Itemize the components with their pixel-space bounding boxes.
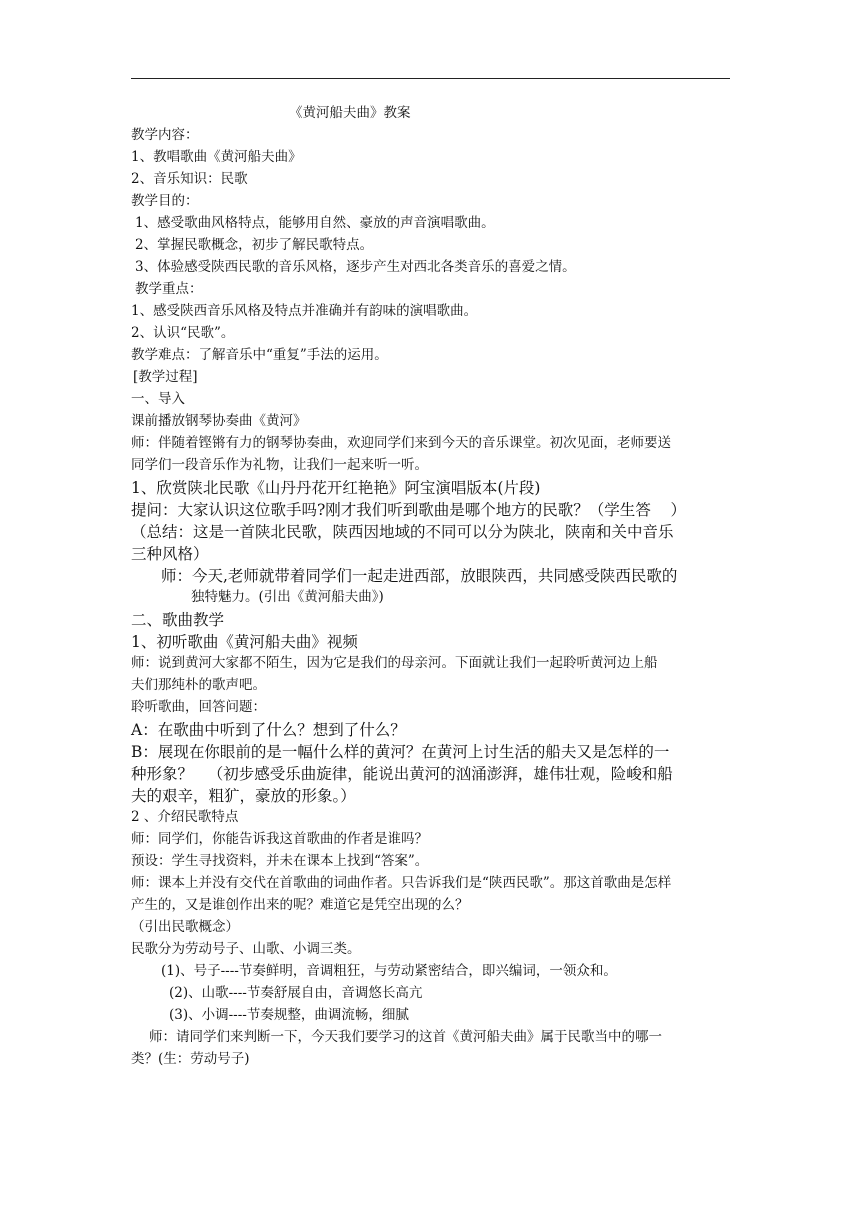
text-line: 种形象？ （初步感受乐曲旋律，能说出黄河的汹涌澎湃，雄伟壮观，险峻和船 — [131, 765, 673, 783]
text-line: 三种风格） — [131, 545, 209, 563]
text-line: 独特魅力。(引出《黄河船夫曲》) — [191, 589, 384, 605]
text-line: 课前播放钢琴协奏曲《黄河》 — [131, 413, 307, 429]
text-line: 3、体验感受陕西民歌的音乐风格，逐步产生对西北各类音乐的喜爱之情。 — [135, 259, 576, 275]
document-title: 《黄河船夫曲》教案 — [289, 105, 411, 121]
text-line: 教学目的： — [131, 193, 199, 209]
document-body — [131, 104, 731, 1072]
text-line: 1、感受歌曲风格特点，能够用自然、豪放的声音演唱歌曲。 — [135, 215, 495, 231]
text-line: 2、掌握民歌概念，初步了解民歌特点。 — [135, 237, 374, 253]
text-line: 1、欣赏陕北民歌《山丹丹花开红艳艳》阿宝演唱版本(片段) — [131, 479, 541, 497]
text-line: 产生的，又是谁创作出来的呢？难道它是凭空出现的么？ — [131, 897, 469, 913]
text-line: 1、教唱歌曲《黄河船夫曲》 — [131, 149, 302, 165]
text-line: 师：请同学们来判断一下，今天我们要学习的这首《黄河船夫曲》属于民歌当中的哪一 — [149, 1029, 662, 1045]
text-line: 师：今天,老师就带着同学们一起走进西部，放眼陕西，共同感受陕西民歌的 — [161, 567, 678, 585]
text-line: 师：同学们，你能告诉我这首歌曲的作者是谁吗？ — [131, 831, 428, 847]
text-line: (3)、小调----节奏规整，曲调流畅，细腻 — [169, 1007, 409, 1023]
text-line: 教学重点： — [135, 281, 203, 297]
document-lines — [131, 126, 731, 1072]
text-line: 师：课本上并没有交代在首歌曲的词曲作者。只告诉我们是“陕西民歌”。那这首歌曲是怎样 — [131, 875, 672, 891]
text-line: 教学难点：了解音乐中“重复”手法的运用。 — [131, 347, 388, 363]
text-line: 1、初听歌曲《黄河船夫曲》视频 — [131, 633, 358, 651]
text-line: 二、歌曲教学 — [131, 611, 225, 629]
text-line: 2、音乐知识：民歌 — [131, 171, 248, 187]
text-line: 一、导入 — [131, 391, 185, 407]
text-line: （总结：这是一首陕北民歌，陕西因地域的不同可以分为陕北，陕南和关中音乐 — [131, 523, 674, 541]
text-line: 教学内容： — [131, 127, 199, 143]
text-line: A：在歌曲中听到了什么？想到了什么？ — [131, 721, 406, 739]
text-line: 同学们一段音乐作为礼物，让我们一起来听一听。 — [131, 457, 428, 473]
text-line: (2)、山歌----节奏舒展自由，音调悠长高亢 — [169, 985, 423, 1001]
text-line: (1)、号子----节奏鲜明，音调粗狂，与劳动紧密结合，即兴编词，一领众和。 — [161, 963, 617, 979]
text-line: 夫们那纯朴的歌声吧。 — [131, 677, 266, 693]
text-line: 夫的艰辛，粗犷，豪放的形象。） — [131, 787, 356, 805]
text-line: [教学过程] — [133, 369, 198, 385]
text-line: 师：说到黄河大家都不陌生，因为它是我们的母亲河。下面就让我们一起聆听黄河边上船 — [131, 655, 658, 671]
text-line: 1、感受陕西音乐风格及特点并准确并有韵味的演唱歌曲。 — [131, 303, 478, 319]
text-line: 预设：学生寻找资料，并未在课本上找到“答案”。 — [131, 853, 429, 869]
text-line: 2、认识“民歌”。 — [131, 325, 235, 341]
text-line: 师：伴随着铿锵有力的钢琴协奏曲，欢迎同学们来到今天的音乐课堂。初次见面，老师要送 — [131, 435, 671, 451]
text-line: （引出民歌概念） — [131, 919, 239, 935]
text-line: 聆听歌曲，回答问题： — [131, 699, 266, 715]
text-line: 类？(生：劳动号子) — [131, 1051, 250, 1067]
text-line: 民歌分为劳动号子、山歌、小调三类。 — [131, 941, 361, 957]
text-line: B：展现在你眼前的是一幅什么样的黄河？在黄河上讨生活的船夫又是怎样的一 — [131, 743, 670, 761]
header-rule — [131, 78, 730, 79]
text-line: 提问：大家认识这位歌手吗?刚才我们听到歌曲是哪个地方的民歌？（学生答 ） — [131, 501, 687, 519]
text-line: 2 、介绍民歌特点 — [131, 809, 239, 825]
